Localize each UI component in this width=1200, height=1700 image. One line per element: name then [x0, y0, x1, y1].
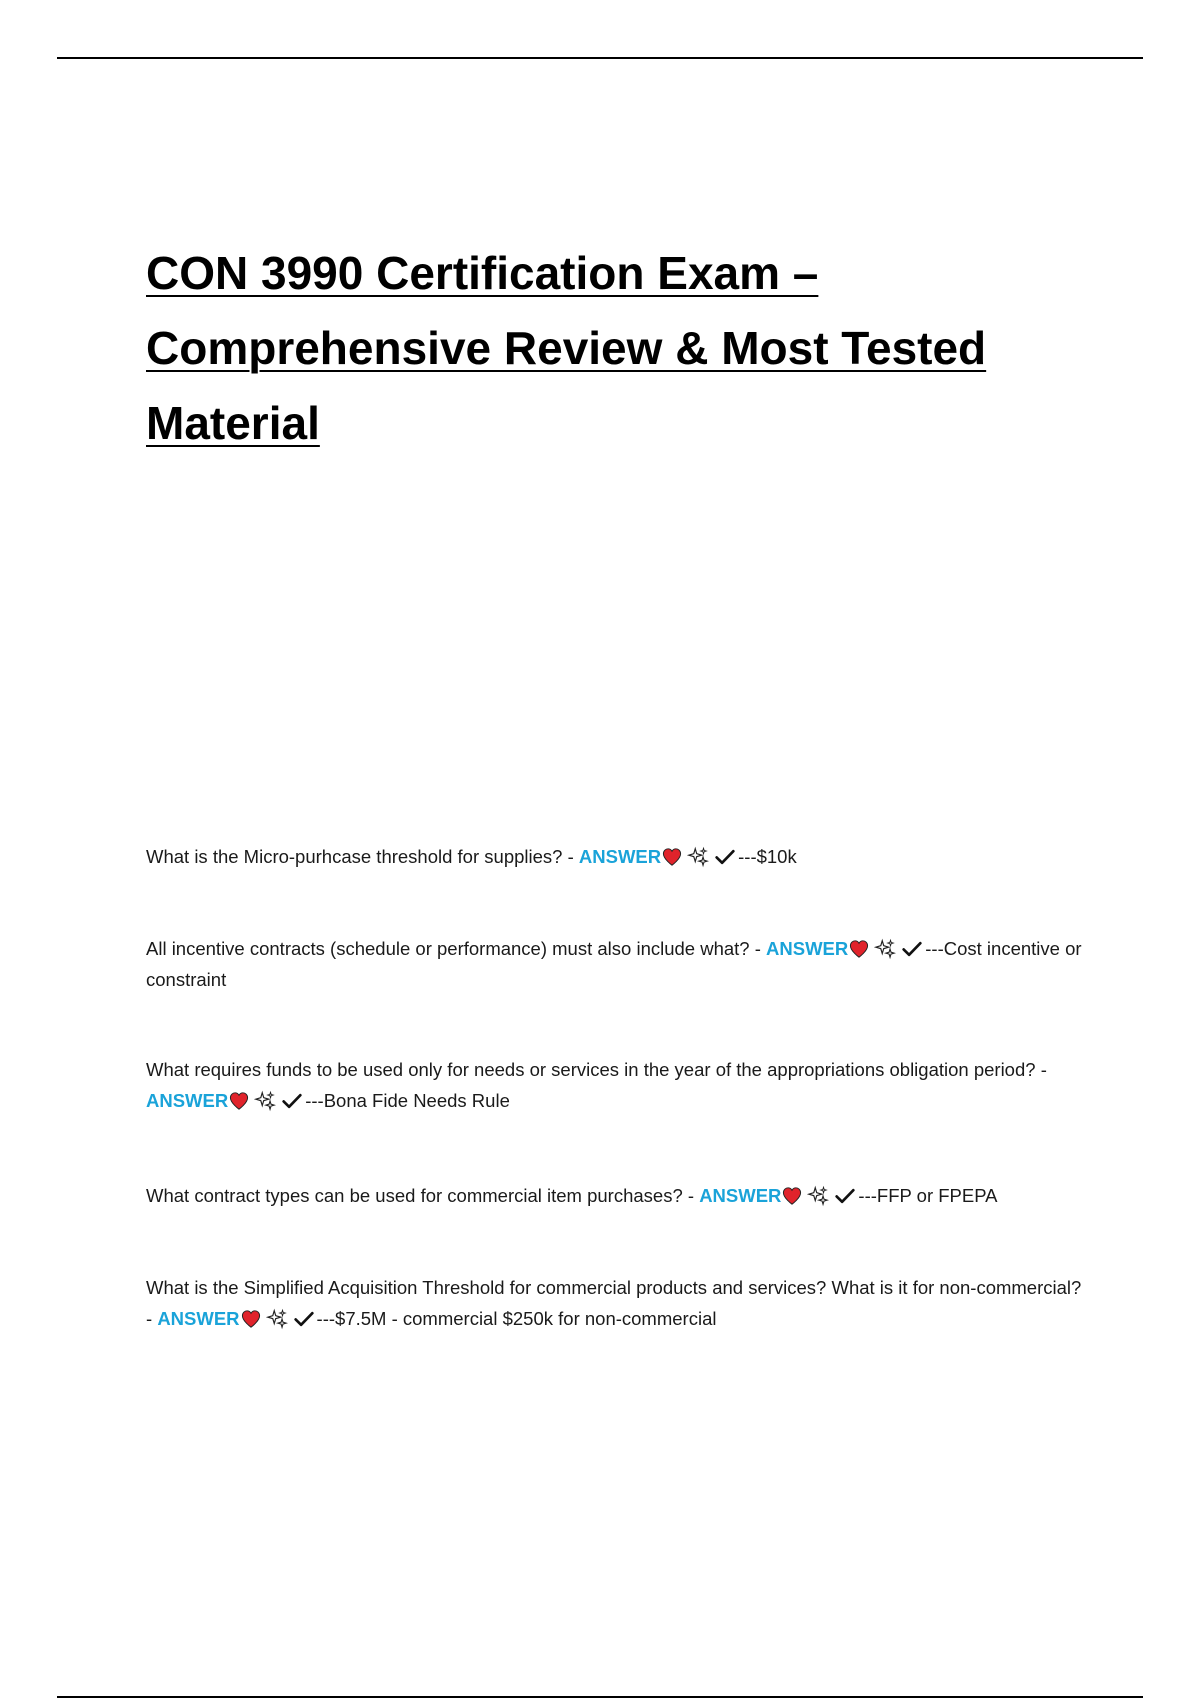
qa-item-5 — [146, 1272, 1086, 1334]
answer-text: ---Cost incentive or constraint — [146, 938, 1082, 990]
sparkle-icon — [254, 1090, 276, 1112]
check-icon — [902, 940, 922, 958]
qa-item-3 — [146, 1054, 1086, 1116]
answer-label: ANSWER — [699, 1185, 782, 1206]
title-line-3: Material — [146, 397, 320, 449]
answer-label: ANSWER — [766, 938, 849, 959]
answer-text: ---$10k — [738, 846, 797, 867]
document-title — [146, 236, 1086, 461]
answer-label: ANSWER — [157, 1308, 240, 1329]
title-line-1: CON 3990 Certification Exam – — [146, 247, 819, 299]
question-text: What contract types can be used for commercial item purchases? - — [146, 1185, 700, 1206]
title-line-2: Comprehensive Review & Most Tested — [146, 322, 987, 374]
heart-icon — [229, 1092, 249, 1110]
heart-icon — [782, 1187, 802, 1205]
qa-item-4 — [146, 1180, 1086, 1211]
answer-text: ---Bona Fide Needs Rule — [305, 1090, 510, 1111]
answer-text: ---FFP or FPEPA — [858, 1185, 998, 1206]
answer-text: ---$7.5M - commercial $250k for non-commercial — [316, 1308, 717, 1329]
footer-rule — [57, 1696, 1143, 1698]
check-icon — [835, 1187, 855, 1205]
sparkle-icon — [266, 1308, 288, 1330]
heart-icon — [662, 848, 682, 866]
question-text: What is the Micro-purhcase threshold for supplies? - — [146, 846, 579, 867]
heart-icon — [241, 1310, 261, 1328]
sparkle-icon — [807, 1185, 829, 1207]
check-icon — [294, 1310, 314, 1328]
question-text: What is the Simplified Acquisition Threshold for commercial products and services? What is it for non-commercial? - — [146, 1277, 1082, 1329]
header-rule — [57, 57, 1143, 59]
check-icon — [715, 848, 735, 866]
question-text: What requires funds to be used only for needs or services in the year of the appropriations obligation period? - — [146, 1059, 1047, 1080]
question-text: All incentive contracts (schedule or performance) must also include what? - — [146, 938, 767, 959]
heart-icon — [849, 940, 869, 958]
sparkle-icon — [874, 938, 896, 960]
check-icon — [282, 1092, 302, 1110]
answer-label: ANSWER — [146, 1090, 229, 1111]
qa-item-1 — [146, 841, 1086, 872]
answer-label: ANSWER — [578, 846, 662, 867]
qa-item-2 — [146, 933, 1086, 995]
sparkle-icon — [687, 846, 709, 868]
